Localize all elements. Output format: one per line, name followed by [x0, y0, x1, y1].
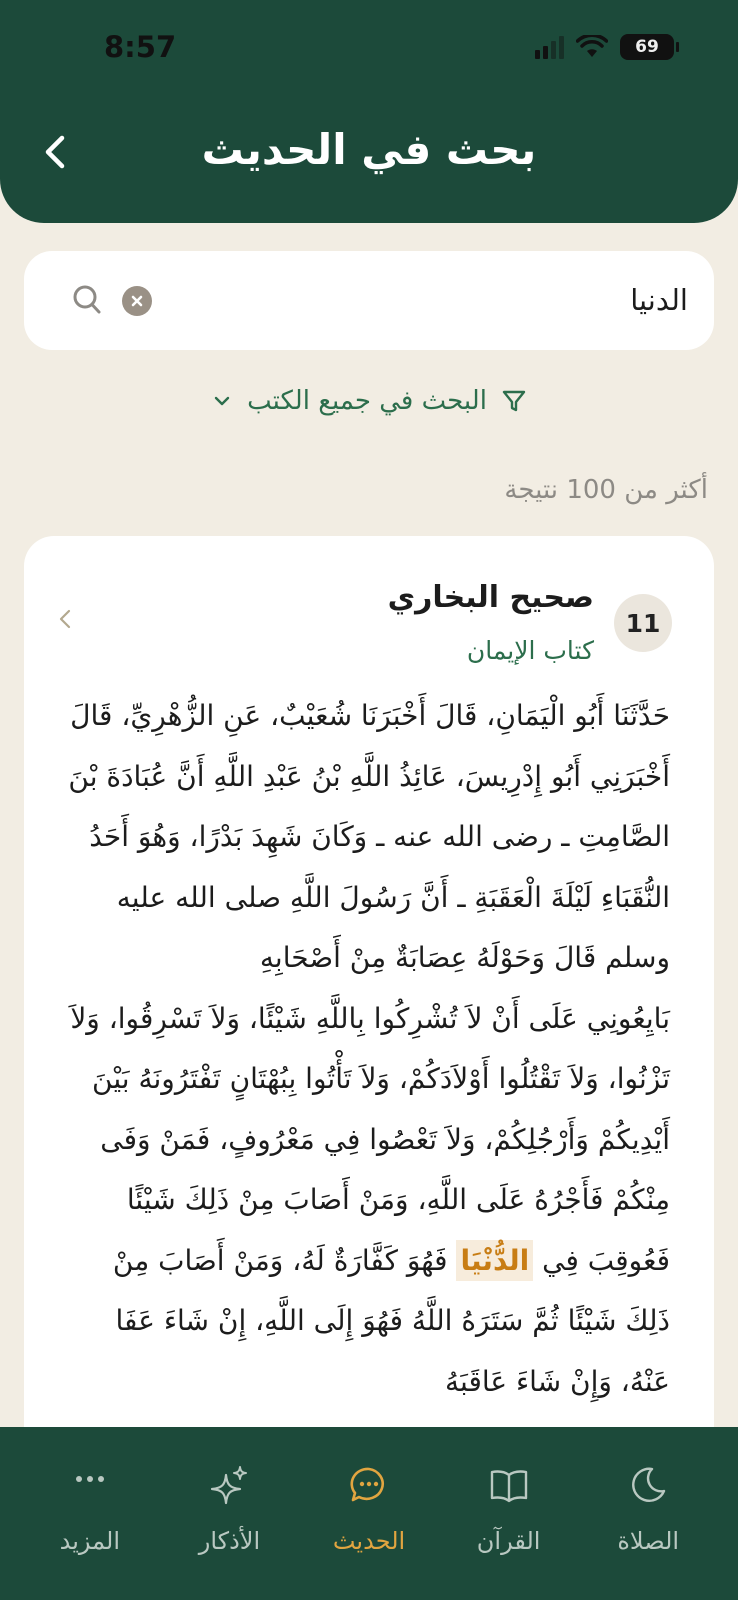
sparkles-icon: [209, 1465, 249, 1505]
more-dots-icon: [70, 1465, 110, 1505]
moon-icon: [628, 1465, 668, 1505]
chapter-title: كتاب الإيمان: [466, 636, 594, 665]
nav-label: المزيد: [59, 1527, 121, 1555]
nav-label: القرآن: [476, 1527, 541, 1555]
hadith-text-part3: فَهُوَ كَفَّارَةٌ لَهُ، وَمَنْ أَصَابَ مِنْ ذَلِكَ شَيْئًا ثُمَّ سَتَرَهُ اللَّهُ فَهُوَ إِلَى اللَّهِ، إِنْ شَاءَ عَفَا عَنْهُ، وَإِنْ شَاءَ عَاقَبَهُ: [112, 1243, 670, 1398]
chevron-left-icon: [58, 608, 72, 630]
nav-label: الأذكار: [198, 1527, 261, 1555]
hadith-text: [60, 686, 670, 1412]
open-hadith-button[interactable]: [58, 608, 72, 630]
search-input[interactable]: [188, 275, 688, 325]
results-count: أكثر من 100 نتيجة: [504, 475, 708, 505]
status-icons: [535, 34, 674, 60]
nav-label: الحديث: [332, 1527, 406, 1555]
filter-icon: [501, 388, 527, 414]
nav-item-more[interactable]: [20, 1427, 160, 1600]
book-title: صحيح البخاري: [387, 580, 594, 615]
search-icon[interactable]: [72, 284, 102, 316]
hadith-number-badge: 11: [614, 594, 672, 652]
clear-search-button[interactable]: [122, 286, 152, 316]
chevron-down-icon: [211, 390, 233, 412]
app-header: [0, 0, 738, 223]
signal-icon: [535, 35, 564, 59]
hadith-text-part2: بَايِعُونِي عَلَى أَنْ لاَ تُشْرِكُوا بِاللَّهِ شَيْئًا، وَلاَ تَسْرِقُوا، وَلاَ تَزْنُوا، وَلاَ تَقْتُلُوا أَوْلاَدَكُمْ، وَلاَ تَأْتُوا بِبُهْتَانٍ تَفْتَرُونَهُ بَيْنَ أَيْدِيكُمْ وَأَرْجُلِكُمْ، وَلاَ تَعْصُوا فِي مَعْرُوفٍ، فَمَنْ وَفَى مِنْكُمْ فَأَجْرُهُ عَلَى اللَّهِ، وَمَنْ أَصَابَ مِنْ ذَلِكَ شَيْئًا فَعُوقِبَ فِي: [70, 1001, 670, 1277]
book-icon: [489, 1465, 529, 1505]
search-bar: [24, 251, 714, 350]
nav-item-prayer[interactable]: [578, 1427, 718, 1600]
nav-item-hadith[interactable]: [299, 1427, 439, 1600]
bottom-navigation: [0, 1427, 738, 1600]
status-time: 8:57: [104, 30, 177, 64]
chat-bubble-icon: [349, 1465, 389, 1505]
nav-item-adhkar[interactable]: [160, 1427, 300, 1600]
filter-label: البحث في جميع الكتب: [247, 386, 487, 416]
wifi-icon: [576, 35, 608, 59]
page-title: بحث في الحديث: [201, 125, 537, 174]
hadith-text-part1: حَدَّثَنَا أَبُو الْيَمَانِ، قَالَ أَخْبَرَنَا شُعَيْبٌ، عَنِ الزُّهْرِيِّ، قَالَ أَخْبَرَنِي أَبُو إِدْرِيسَ، عَائِذُ اللَّهِ بْنُ عَبْدِ اللَّهِ أَنَّ عُبَادَةَ بْنَ الصَّامِتِ ـ رضى الله عنه ـ وَكَانَ شَهِدَ بَدْرًا، وَهُوَ أَحَدُ النُّقَبَاءِ لَيْلَةَ الْعَقَبَةِ ـ أَنَّ رَسُولَ اللَّهِ صلى الله عليه وسلم قَالَ وَحَوْلَهُ عِصَابَةٌ مِنْ أَصْحَابِهِ: [68, 699, 670, 974]
nav-item-quran[interactable]: [439, 1427, 579, 1600]
battery-icon: 69: [620, 34, 674, 60]
book-filter-dropdown[interactable]: [0, 386, 738, 416]
close-icon: [130, 294, 144, 308]
search-highlight: الدُّنْيَا: [456, 1240, 533, 1281]
nav-label: الصلاة: [617, 1527, 680, 1555]
